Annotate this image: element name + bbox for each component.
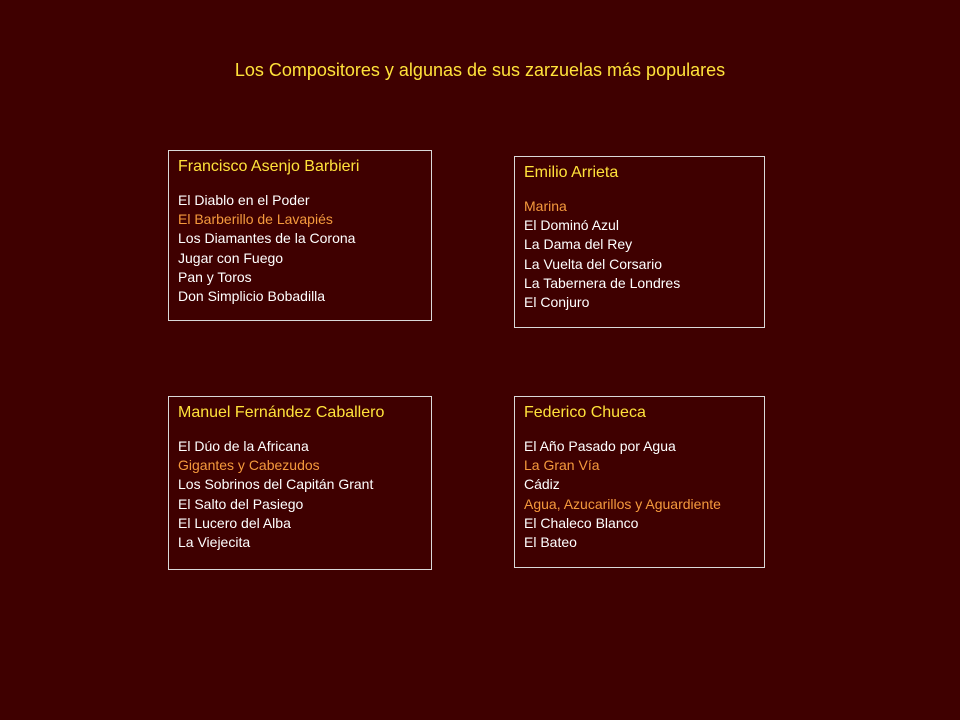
work-item: La Gran Vía <box>524 457 600 474</box>
work-item: El Salto del Pasiego <box>178 495 304 512</box>
composer-name: Francisco Asenjo Barbieri <box>178 158 360 175</box>
work-item: El Barberillo de Lavapiés <box>178 211 333 228</box>
composer-name: Emilio Arrieta <box>524 164 619 181</box>
work-item: El Chaleco Blanco <box>524 514 639 531</box>
work-list <box>524 437 755 552</box>
slide-title: Los Compositores y algunas de sus zarzuelas más populares <box>234 60 726 80</box>
work-item: El Lucero del Alba <box>178 514 291 531</box>
work-item: Gigantes y Cabezudos <box>178 457 320 474</box>
work-item: El Bateo <box>524 534 577 551</box>
work-item: El Año Pasado por Agua <box>524 438 676 454</box>
work-list <box>524 197 755 312</box>
composer-card-caballero <box>168 396 432 570</box>
work-item: La Vuelta del Corsario <box>524 255 663 272</box>
work-item: El Dominó Azul <box>524 217 619 234</box>
work-item: Cádiz <box>524 476 560 493</box>
work-item: Jugar con Fuego <box>178 249 284 266</box>
work-item: Don Simplicio Bobadilla <box>178 288 326 305</box>
work-item: Pan y Toros <box>178 268 252 285</box>
composer-card-chueca <box>514 396 765 568</box>
work-item: Los Diamantes de la Corona <box>178 230 356 247</box>
work-item: El Dúo de la Africana <box>178 438 309 454</box>
composer-name: Manuel Fernández Caballero <box>178 404 385 421</box>
work-item: Marina <box>524 198 567 214</box>
work-item: La Viejecita <box>178 534 251 551</box>
composer-card-arrieta <box>514 156 765 328</box>
work-item: El Diablo en el Poder <box>178 192 310 208</box>
work-item: La Dama del Rey <box>524 236 633 253</box>
work-list <box>178 191 422 306</box>
work-item: Los Sobrinos del Capitán Grant <box>178 476 374 493</box>
work-item: La Tabernera de Londres <box>524 274 681 291</box>
composer-name: Federico Chueca <box>524 404 646 421</box>
work-item: El Conjuro <box>524 294 590 311</box>
composer-card-barbieri <box>168 150 432 321</box>
work-list <box>178 437 422 552</box>
work-item: Agua, Azucarillos y Aguardiente <box>524 495 721 512</box>
